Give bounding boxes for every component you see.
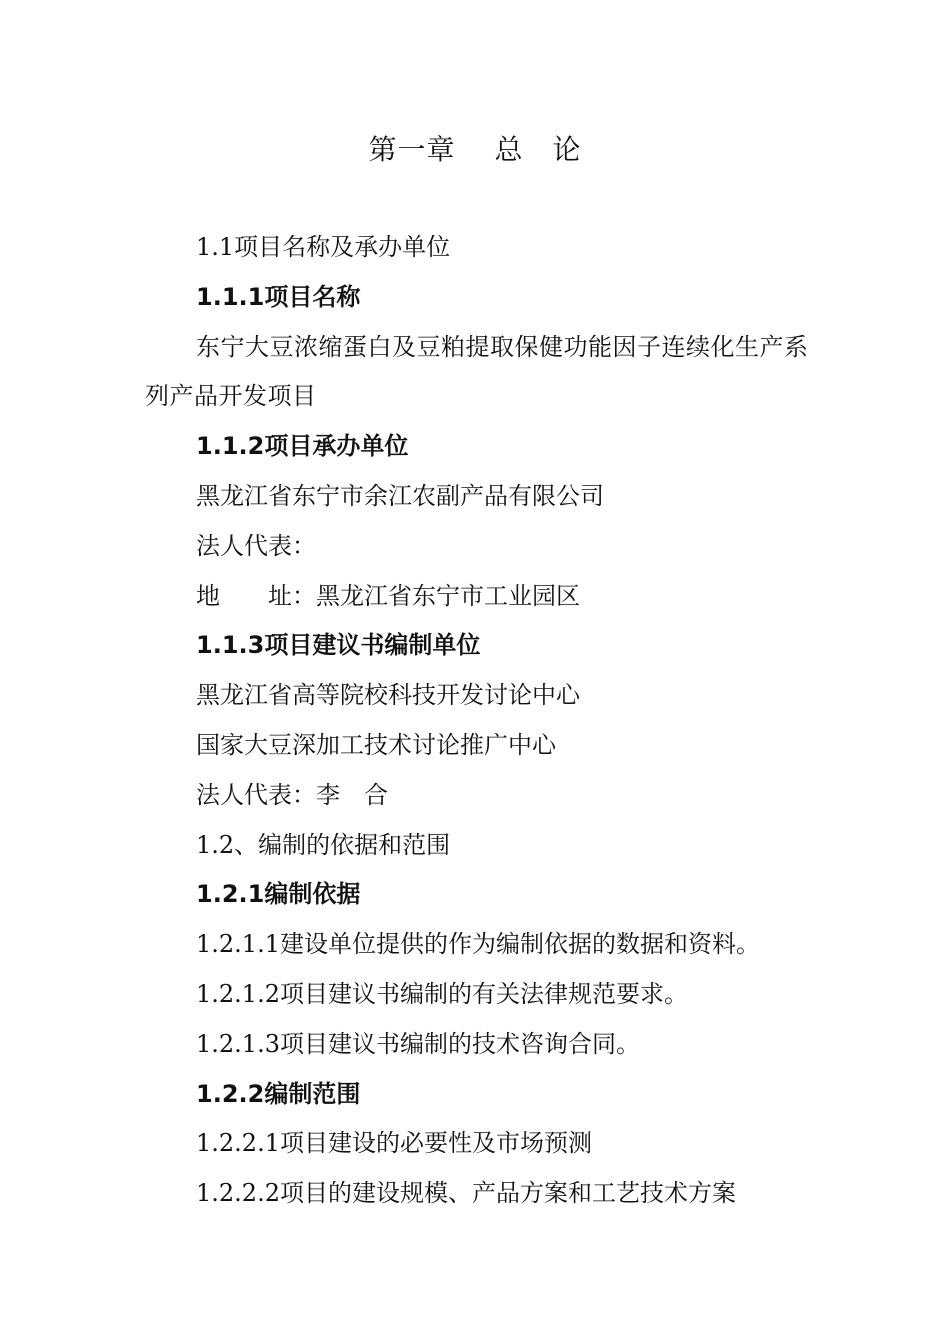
- basis-item-1: 1.2.1.1建设单位提供的作为编制依据的数据和资料。: [196, 930, 760, 959]
- project-name-paragraph: 东宁大豆浓缩蛋白及豆粕提取保健功能因子连续化生产系列产品开发项目: [145, 332, 809, 411]
- subsection-heading-compiling-unit: 1.1.3项目建议书编制单位: [196, 631, 481, 660]
- document-body: [145, 223, 815, 1219]
- subsection-heading-project-name: 1.1.1项目名称: [196, 282, 361, 311]
- section-heading-1-2: 1.2、编制的依据和范围: [196, 830, 451, 859]
- host-unit-name: 黑龙江省东宁市余江农副产品有限公司: [196, 481, 604, 510]
- subsection-heading-compiling-scope: 1.2.2编制范围: [196, 1079, 361, 1108]
- basis-item-2: 1.2.1.2项目建议书编制的有关法律规范要求。: [196, 979, 688, 1008]
- basis-item-3: 1.2.1.3项目建议书编制的技术咨询合同。: [196, 1029, 640, 1058]
- scope-item-2: 1.2.2.2项目的建设规模、产品方案和工艺技术方案: [196, 1179, 736, 1208]
- legal-representative-label: 法人代表：: [196, 531, 316, 560]
- compiling-unit-2: 国家大豆深加工技术讨论推广中心: [196, 730, 556, 759]
- section-heading-1-1: 1.1项目名称及承办单位: [196, 233, 451, 261]
- subsection-heading-host-unit: 1.1.2项目承办单位: [196, 432, 409, 461]
- scope-item-1: 1.2.2.1项目建设的必要性及市场预测: [196, 1129, 592, 1158]
- chapter-title: 第一章 总 论: [368, 133, 582, 166]
- compiling-unit-legal-representative: 法人代表：李 合: [196, 780, 388, 809]
- compiling-unit-1: 黑龙江省高等院校科技开发讨论中心: [196, 681, 580, 710]
- address-line: 地 址：黑龙江省东宁市工业园区: [196, 581, 580, 610]
- subsection-heading-compiling-basis: 1.2.1编制依据: [196, 880, 361, 909]
